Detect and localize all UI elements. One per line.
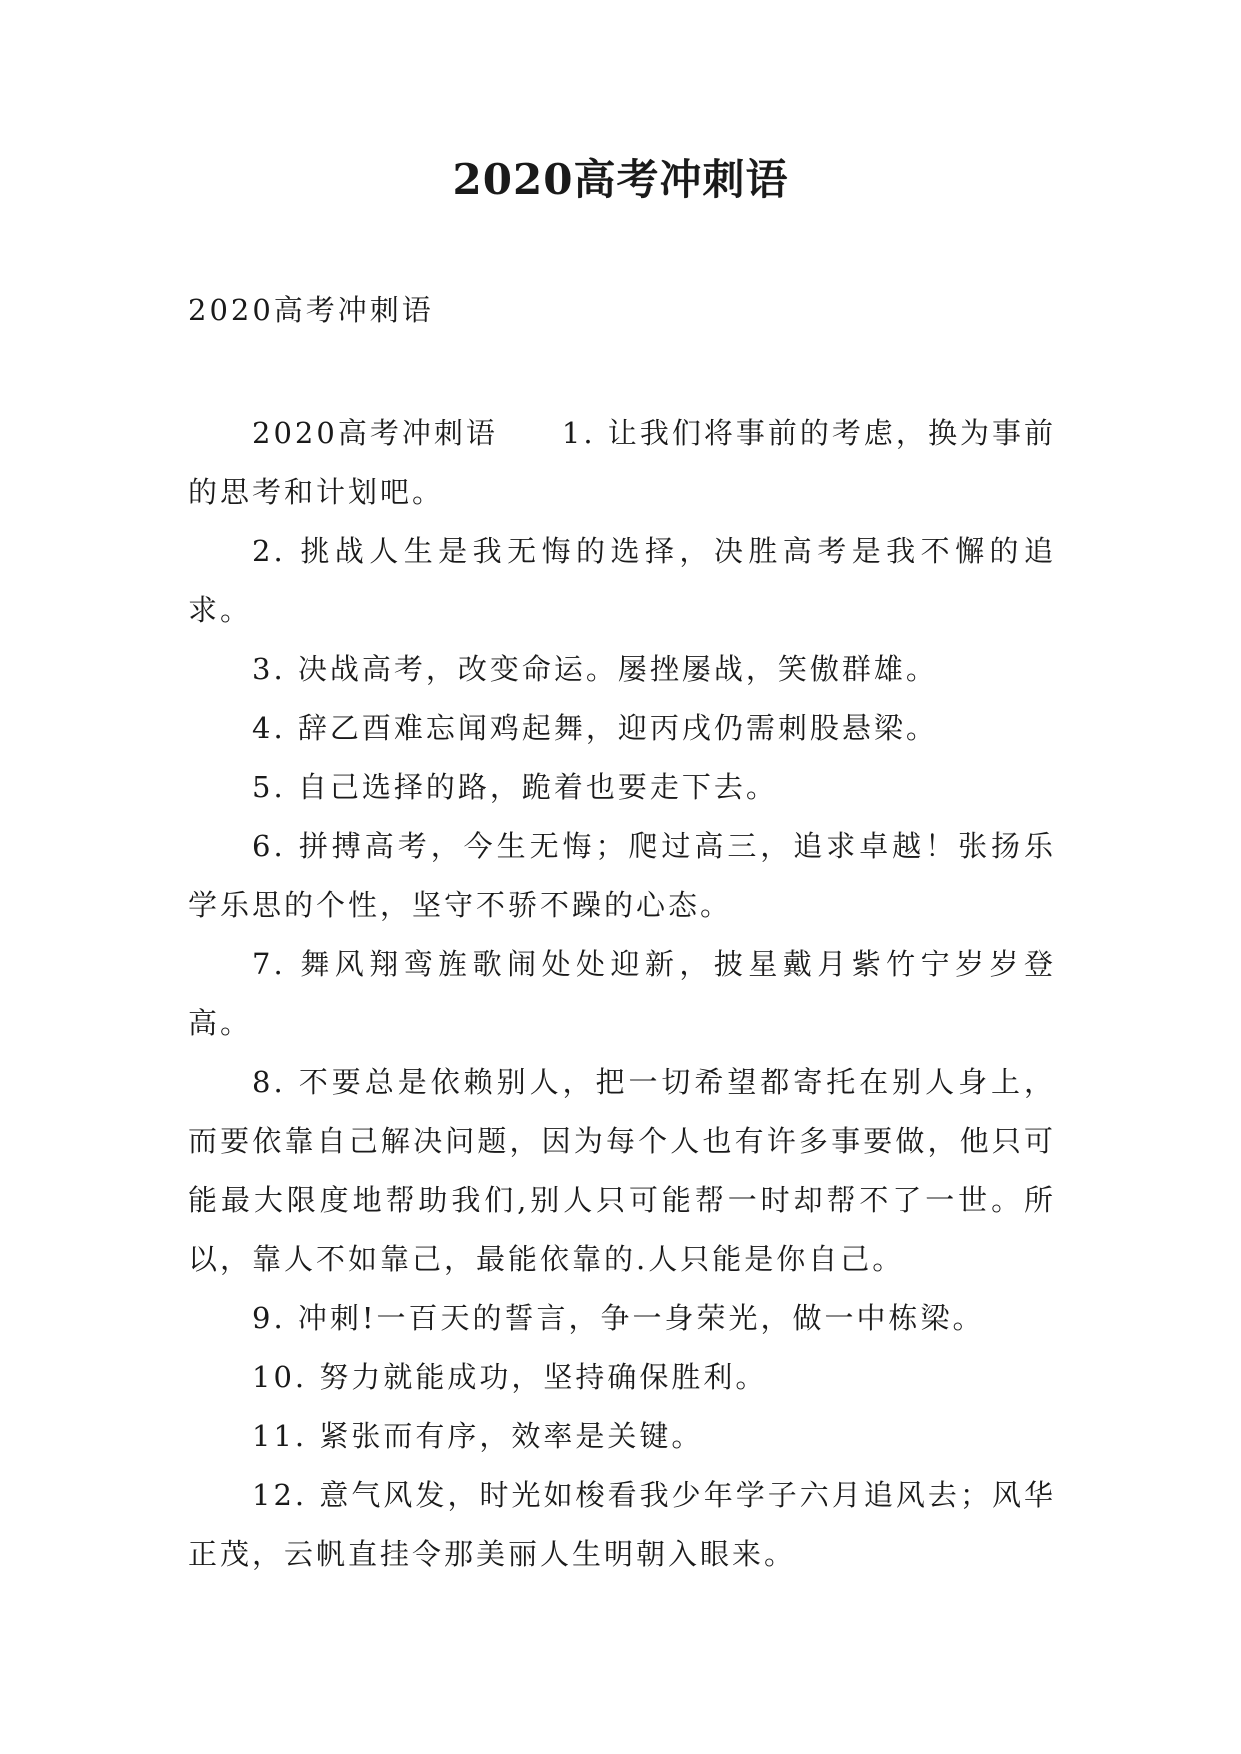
paragraph: 7. 舞风翔鸾旌歌闹处处迎新，披星戴月紫竹宁岁岁登高。	[188, 947, 1056, 1040]
paragraph: 4. 辞乙酉难忘闻鸡起舞，迎丙戌仍需刺股悬梁。	[252, 711, 938, 745]
paragraph: 12. 意气风发，时光如梭看我少年学子六月追风去；风华正茂，云帆直挂令那美丽人生明朝入眼来。	[188, 1478, 1056, 1571]
paragraph: 11. 紧张而有序，效率是关键。	[252, 1419, 704, 1453]
paragraph: 2. 挑战人生是我无悔的选择，决胜高考是我不懈的追求。	[188, 534, 1056, 627]
document-title: 2020高考冲刺语	[452, 155, 789, 204]
paragraph: 8. 不要总是依赖别人，把一切希望都寄托在别人身上，而要依靠自己解决问题，因为每个人也有许多事要做，他只可能最大限度地帮助我们,别人只可能帮一时却帮不了一世。所以，靠人不如靠己，最能依靠的.人只能是你自己。	[188, 1065, 1056, 1276]
paragraph: 10. 努力就能成功，坚持确保胜利。	[252, 1360, 768, 1394]
document-body	[188, 404, 1056, 1584]
paragraph: 5. 自己选择的路，跪着也要走下去。	[252, 770, 778, 804]
document-subtitle: 2020高考冲刺语	[188, 293, 434, 327]
paragraph: 9. 冲刺!一百天的誓言，争一身荣光，做一中栋梁。	[252, 1301, 985, 1335]
paragraph: 2020高考冲刺语 1. 让我们将事前的考虑，换为事前的思考和计划吧。	[188, 416, 1056, 509]
paragraph: 3. 决战高考，改变命运。屡挫屡战，笑傲群雄。	[252, 652, 938, 686]
paragraph: 6. 拼搏高考，今生无悔；爬过高三，追求卓越！张扬乐学乐思的个性，坚守不骄不躁的心态。	[188, 829, 1056, 922]
